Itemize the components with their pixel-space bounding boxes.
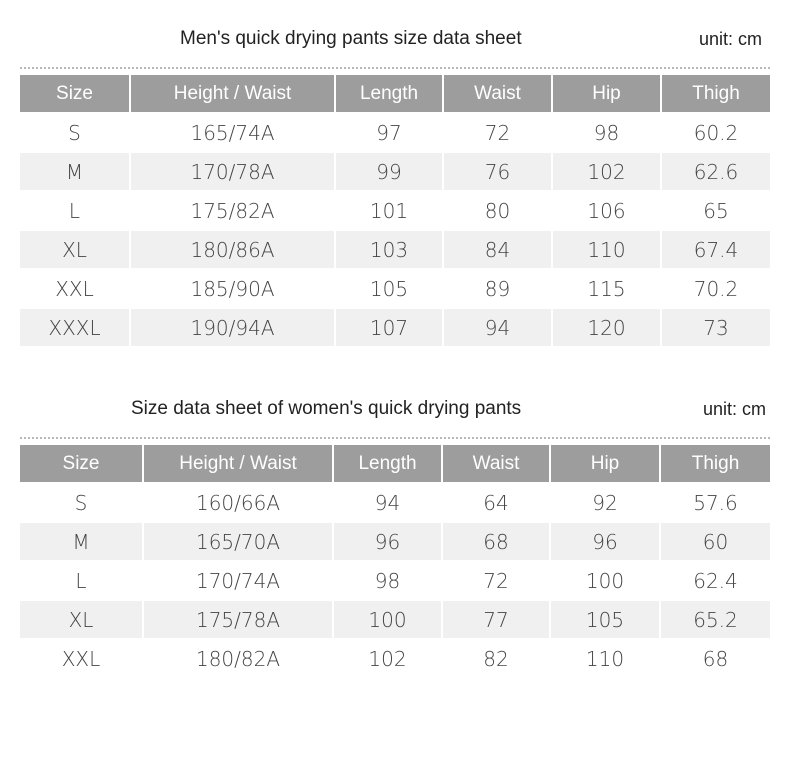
table-row (20, 229, 770, 268)
header-size: Size (20, 445, 144, 482)
cell-size: L (20, 190, 131, 229)
cell-length: 98 (334, 560, 443, 599)
cell-waist: 76 (444, 151, 553, 190)
cell-length: 96 (334, 521, 443, 560)
cell-length: 103 (336, 229, 444, 268)
cell-height-waist: 190/94A (131, 307, 336, 346)
cell-length: 94 (334, 482, 443, 521)
men-size-table (20, 75, 770, 346)
cell-height-waist: 185/90A (131, 268, 336, 307)
cell-thigh: 67.4 (662, 229, 770, 268)
table-row (20, 112, 770, 151)
women-dotted-divider (20, 437, 770, 439)
table-row (20, 521, 770, 560)
cell-waist: 72 (443, 560, 551, 599)
header-hip: Hip (551, 445, 661, 482)
cell-waist: 68 (443, 521, 551, 560)
cell-thigh: 60 (661, 521, 770, 560)
cell-height-waist: 160/66A (144, 482, 334, 521)
header-size: Size (20, 75, 131, 112)
men-size-section (20, 0, 770, 350)
table-row (20, 307, 770, 346)
cell-waist: 89 (444, 268, 553, 307)
cell-height-waist: 180/86A (131, 229, 336, 268)
cell-length: 99 (336, 151, 444, 190)
cell-waist: 82 (443, 638, 551, 677)
cell-length: 100 (334, 599, 443, 638)
cell-thigh: 65 (662, 190, 770, 229)
cell-size: L (20, 560, 144, 599)
cell-waist: 72 (444, 112, 553, 151)
header-thigh: Thigh (661, 445, 770, 482)
cell-size: M (20, 151, 131, 190)
cell-waist: 84 (444, 229, 553, 268)
cell-length: 102 (334, 638, 443, 677)
cell-height-waist: 175/78A (144, 599, 334, 638)
cell-hip: 115 (553, 268, 662, 307)
cell-thigh: 57.6 (661, 482, 770, 521)
cell-size: S (20, 482, 144, 521)
cell-size: S (20, 112, 131, 151)
table-row (20, 190, 770, 229)
cell-thigh: 73 (662, 307, 770, 346)
cell-hip: 102 (553, 151, 662, 190)
cell-thigh: 68 (661, 638, 770, 677)
table-row (20, 560, 770, 599)
header-height-waist: Height / Waist (144, 445, 334, 482)
cell-height-waist: 165/74A (131, 112, 336, 151)
header-waist: Waist (444, 75, 553, 112)
table-row (20, 599, 770, 638)
cell-height-waist: 170/78A (131, 151, 336, 190)
cell-hip: 105 (551, 599, 661, 638)
cell-waist: 64 (443, 482, 551, 521)
cell-thigh: 60.2 (662, 112, 770, 151)
cell-length: 107 (336, 307, 444, 346)
header-thigh: Thigh (662, 75, 770, 112)
table-row (20, 482, 770, 521)
header-hip: Hip (553, 75, 662, 112)
cell-size: XXL (20, 638, 144, 677)
cell-height-waist: 175/82A (131, 190, 336, 229)
women-table-title: Size data sheet of women's quick drying pants (131, 398, 522, 419)
table-row (20, 268, 770, 307)
cell-waist: 77 (443, 599, 551, 638)
cell-size: XL (20, 599, 144, 638)
cell-waist: 94 (444, 307, 553, 346)
women-unit-label: unit: cm (703, 399, 767, 419)
cell-size: XXL (20, 268, 131, 307)
header-length: Length (336, 75, 444, 112)
cell-size: M (20, 521, 144, 560)
men-header-row (20, 75, 770, 112)
cell-waist: 80 (444, 190, 553, 229)
cell-hip: 100 (551, 560, 661, 599)
cell-thigh: 70.2 (662, 268, 770, 307)
cell-size: XXXL (20, 307, 131, 346)
cell-height-waist: 170/74A (144, 560, 334, 599)
cell-hip: 106 (553, 190, 662, 229)
cell-thigh: 62.4 (661, 560, 770, 599)
header-waist: Waist (443, 445, 551, 482)
cell-length: 97 (336, 112, 444, 151)
table-row (20, 638, 770, 677)
cell-hip: 96 (551, 521, 661, 560)
cell-thigh: 62.6 (662, 151, 770, 190)
cell-length: 105 (336, 268, 444, 307)
cell-thigh: 65.2 (661, 599, 770, 638)
table-row (20, 151, 770, 190)
cell-hip: 110 (551, 638, 661, 677)
cell-hip: 98 (553, 112, 662, 151)
men-dotted-divider (20, 67, 770, 69)
header-length: Length (334, 445, 443, 482)
women-size-section (20, 370, 770, 690)
cell-length: 101 (336, 190, 444, 229)
men-unit-label: unit: cm (699, 29, 763, 49)
cell-height-waist: 180/82A (144, 638, 334, 677)
cell-hip: 120 (553, 307, 662, 346)
cell-hip: 110 (553, 229, 662, 268)
cell-hip: 92 (551, 482, 661, 521)
women-size-table (20, 445, 770, 677)
cell-height-waist: 165/70A (144, 521, 334, 560)
women-header-row (20, 445, 770, 482)
header-height-waist: Height / Waist (131, 75, 336, 112)
men-table-title: Men's quick drying pants size data sheet (180, 28, 522, 49)
cell-size: XL (20, 229, 131, 268)
